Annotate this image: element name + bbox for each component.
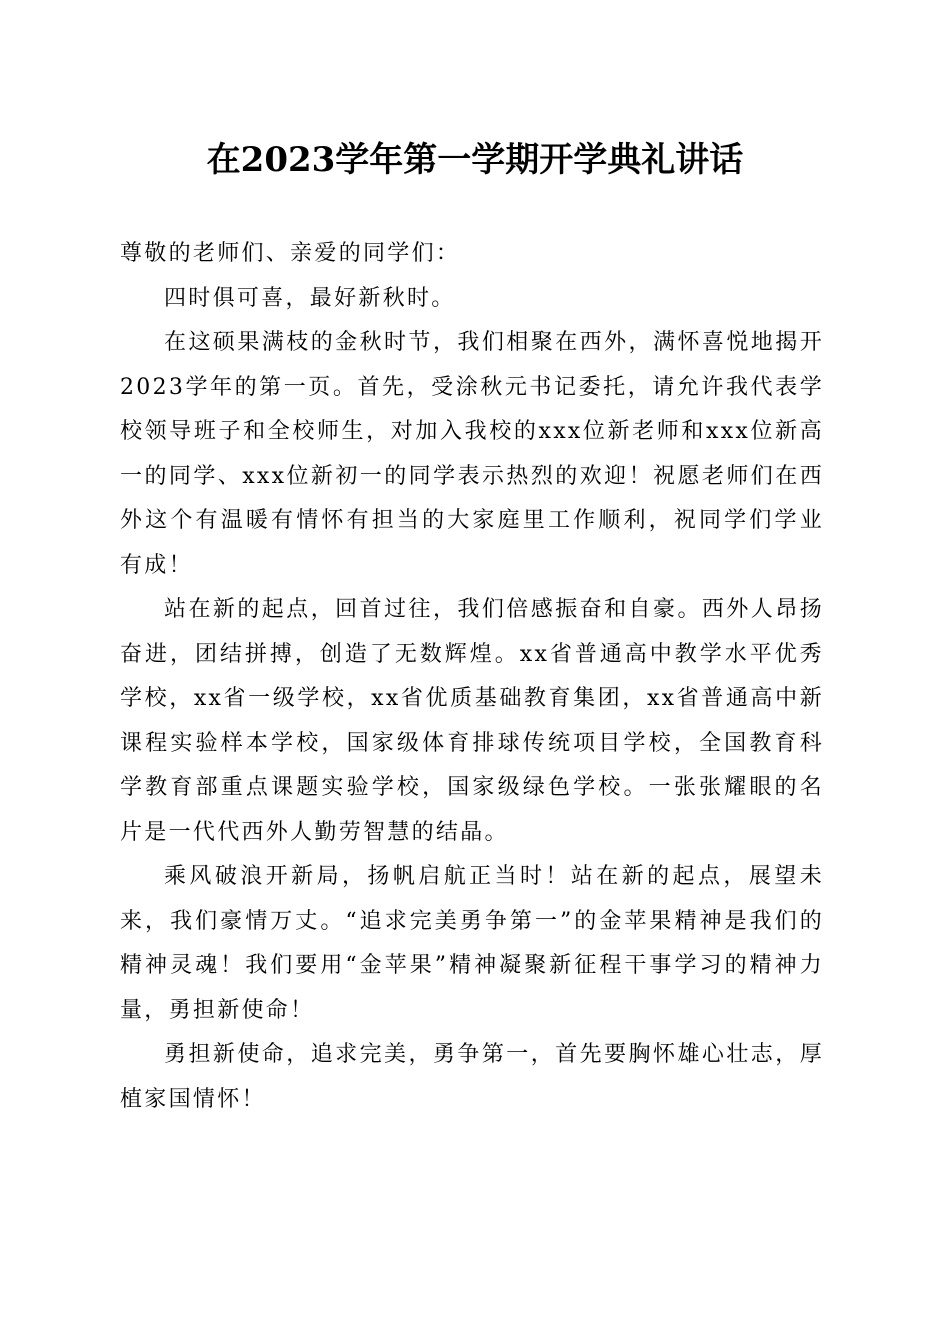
paragraph-4: 乘风破浪开新局，扬帆启航正当时！站在新的起点，展望未来，我们豪情万丈。“追求完美勇争第一”的金苹果精神是我们的精神灵魂！我们要用“金苹果”精神凝聚新征程干事学习的精神力量，勇担新使命！	[120, 864, 824, 1023]
paragraph-1: 四时俱可喜，最好新秋时。	[164, 285, 456, 311]
paragraph-5: 勇担新使命，追求完美，勇争第一，首先要胸怀雄心壮志，厚植家国情怀！	[120, 1042, 824, 1112]
salutation: 尊敬的老师们、亲爱的同学们：	[120, 241, 461, 266]
paragraph-2: 在这硕果满枝的金秋时节，我们相聚在西外，满怀喜悦地揭开2023学年的第一页。首先，受涂秋元书记委托，请允许我代表学校领导班子和全校师生，对加入我校的xxx位新老师和xxx位新高一的同学、xxx位新初一的同学表示热烈的欢迎！祝愿老师们在西外这个有温暖有情怀有担当的大家庭里工作顺利，祝同学们学业有成！	[120, 330, 824, 578]
paragraph-3: 站在新的起点，回首过往，我们倍感振奋和自豪。西外人昂扬奋进，团结拼搏，创造了无数辉煌。xx省普通高中教学水平优秀学校，xx省一级学校，xx省优质基础教育集团，xx省普通高中新课程实验样本学校，国家级体育排球传统项目学校，全国教育科学教育部重点课题实验学校，国家级绿色学校。一张张耀眼的名片是一代代西外人勤劳智慧的结晶。	[120, 597, 824, 845]
document-title: 在2023学年第一学期开学典礼讲话	[206, 140, 744, 180]
document-body	[120, 232, 824, 1122]
